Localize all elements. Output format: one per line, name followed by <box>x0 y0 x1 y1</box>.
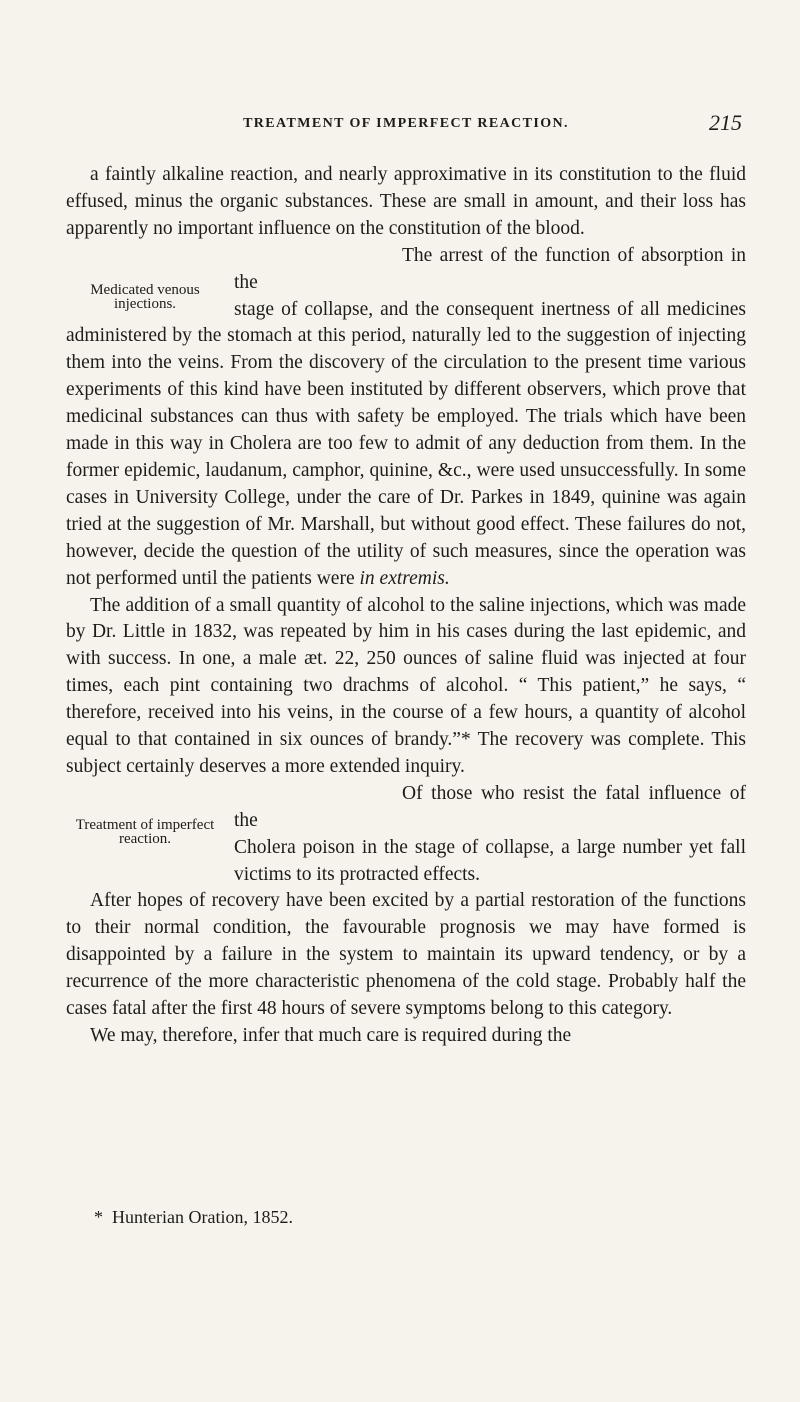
paragraph-3: The addition of a small quantity of alcohol to the saline injections, which was made by Dr. Little in 1832, was repeated by him in his cases during the last epidemic, and with success. In one, a male æt. 22, 250 ounces of saline fluid was injected at four times, each pint containing two drachms of alcohol. “ This patient,” he says, “ therefore, received into his veins, in the course of a few hours, a quantity of alcohol equal to that contained in six ounces of brandy.”* The recovery was complete. This subject certainly deserves a more extended inquiry. <box>66 594 746 777</box>
paragraph-5: After hopes of recovery have been excited by a partial restoration of the functions to their normal condition, the favourable prognosis we may have formed is disappointed by a failure in the system to maintain its upward tendency, or by a recurrence of the more characteristic phenomena of the cold stage. Probably half the cases fatal after the first 48 hours of severe symptoms belong to this category. <box>66 890 746 1020</box>
paragraph-2-rest: stage of collapse, and the consequent inertness of all medicines administered by the stomach at this period, naturally led to the suggestion of injecting them into the veins. From the discovery of the circulation to the present time various experiments of this kind have been instituted by different observers, which prove that medicinal substances can thus with safety be employed. The trials which have been made in this way in Cholera are too few to admit of any deduction from them. In the former epidemic, laudanum, camphor, quinine, &c., were used unsuccessfully. In some cases in University College, under the care of Dr. Parkes in 1849, quinine was again tried at the suggestion of Mr. Marshall, but without good effect. These failures do not, however, decide the question of the utility of such measures, since the operation was not performed until the patients were <box>66 298 746 589</box>
running-head: TREATMENT OF IMPERFECT REACTION. <box>243 116 569 131</box>
paragraph-6: We may, therefore, infer that much care is required during the <box>90 1025 572 1046</box>
footnote <box>66 1205 774 1229</box>
note-spacer <box>66 781 224 808</box>
page-number: 215 <box>709 110 742 135</box>
footnote-text: Hunterian Oration, 1852. <box>112 1207 293 1227</box>
page-header <box>66 110 746 140</box>
side-note-medicated-injections: Medicated venous injections. <box>90 281 200 312</box>
note-spacer <box>66 243 224 270</box>
paragraph-4-first-line: Of those who resist the fatal influence of the <box>234 782 746 831</box>
paragraph-1: a faintly alkaline reaction, and nearly approximative in its constitution to the fluid effused, minus the organic substances. These are small in amount, and their loss has apparently no important influence on the constitution of the blood. <box>66 164 746 239</box>
paragraph-2 <box>66 243 746 593</box>
body-text <box>66 162 746 1050</box>
paragraph-4-rest: Cholera poison in the stage of collapse, a large number yet fall victims to its protracted effects. <box>234 836 746 885</box>
side-note-imperfect-reaction: Treatment of imperfect reaction. <box>75 816 215 847</box>
paragraph-2-italic: in extremis. <box>359 567 450 589</box>
paragraph-2-first-line: The arrest of the function of absorption in the <box>234 244 746 293</box>
footnote-symbol: * <box>94 1207 103 1227</box>
paragraph-4 <box>66 781 746 889</box>
